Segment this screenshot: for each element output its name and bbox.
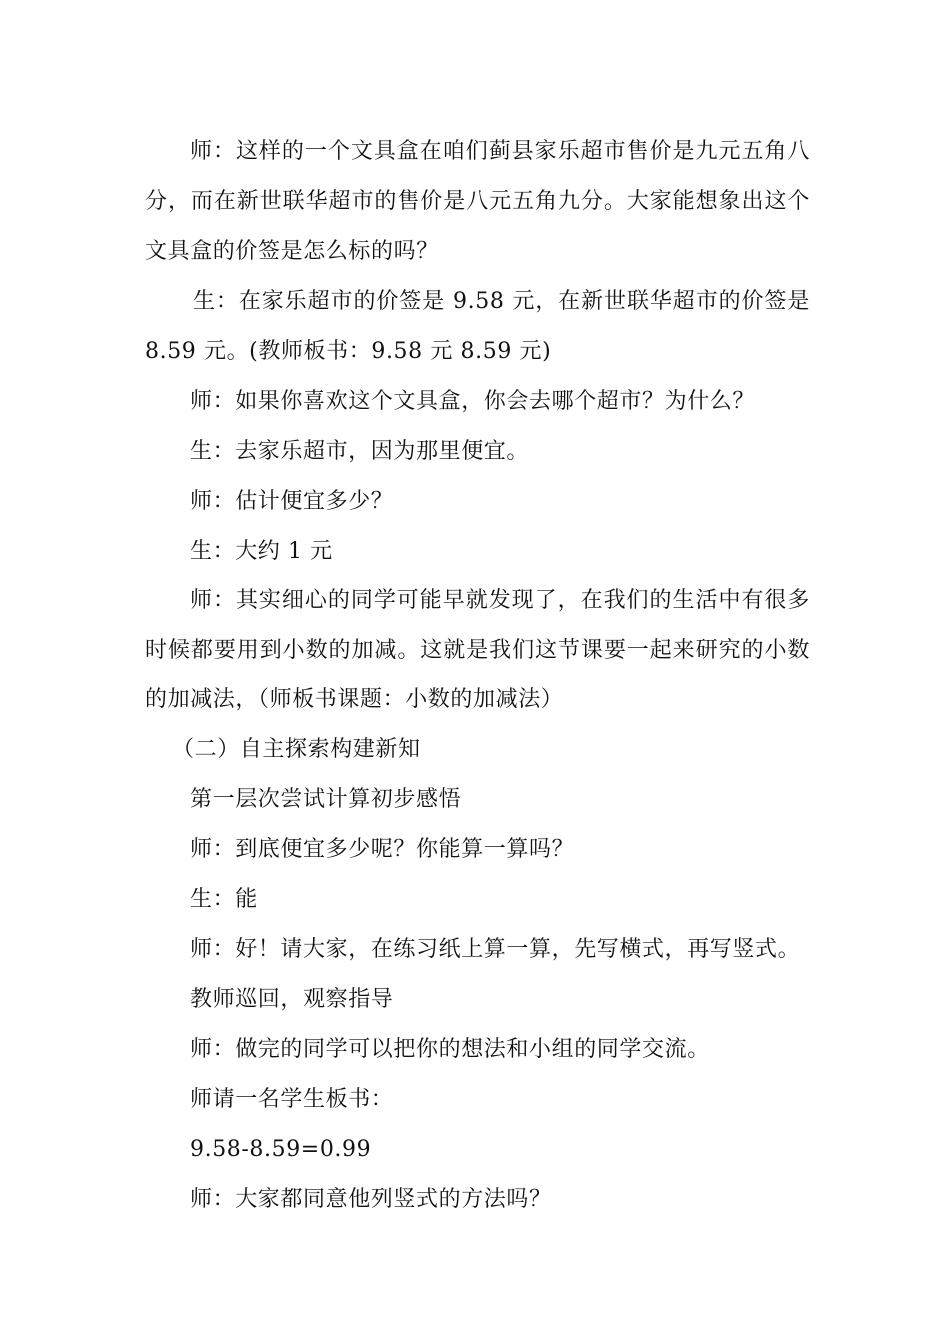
- text-line: 生：在家乐超市的价签是 9.58 元，在新世联华超市的价签是: [193, 289, 810, 314]
- text-line: 师：如果你喜欢这个文具盒，你会去哪个超市？为什么？: [190, 389, 756, 414]
- text-line: 师：好！请大家，在练习纸上算一算，先写横式，再写竖式。: [190, 937, 801, 962]
- text-line: 生：去家乐超市，因为那里便宜。: [190, 439, 530, 464]
- text-line: 分，而在新世联华超市的售价是八元五角九分。大家能想象出这个: [145, 189, 810, 214]
- equation-line: 9.58-8.59=0.99: [190, 1137, 372, 1162]
- subsection-heading: 第一层次尝试计算初步感悟: [190, 787, 462, 812]
- text-line: 师：到底便宜多少呢？你能算一算吗？: [190, 837, 575, 862]
- text-line: 师：大家都同意他列竖式的方法吗？: [190, 1187, 552, 1212]
- text-line: 教师巡回，观察指导: [190, 987, 394, 1012]
- text-line: 师请一名学生板书：: [190, 1087, 394, 1112]
- text-line: 的加减法，（师板书课题：小数的加减法）: [145, 687, 564, 712]
- text-line: 师：估计便宜多少？: [190, 489, 394, 514]
- text-line: 师：这样的一个文具盒在咱们蓟县家乐超市售价是九元五角八: [190, 139, 810, 164]
- text-line: 时候都要用到小数的加减。这就是我们这节课要一起来研究的小数: [145, 638, 810, 663]
- section-heading: （二）自主探索构建新知: [172, 737, 421, 762]
- text-line: 师：其实细心的同学可能早就发现了，在我们的生活中有很多: [190, 588, 810, 613]
- text-line: 生：大约 1 元: [190, 539, 333, 564]
- text-line: 文具盒的价签是怎么标的吗？: [145, 239, 439, 264]
- text-line: 8.59 元。(教师板书：9.58 元 8.59 元): [145, 339, 552, 364]
- text-line: 生：能: [190, 887, 258, 912]
- text-line: 师：做完的同学可以把你的想法和小组的同学交流。: [190, 1037, 710, 1062]
